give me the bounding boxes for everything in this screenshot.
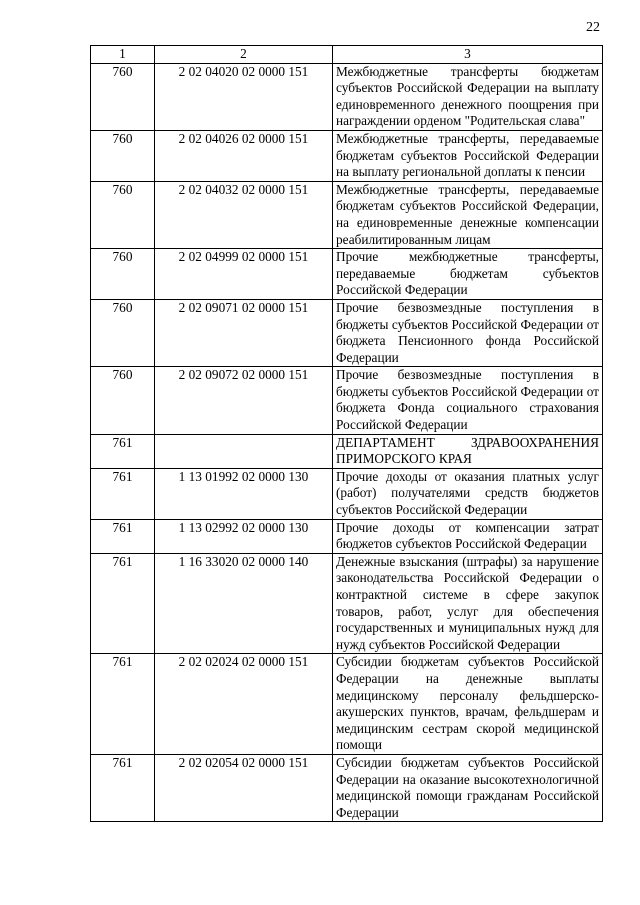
revenue-code-cell: 2 02 09072 02 0000 151: [155, 367, 333, 434]
revenue-code-cell: 2 02 04999 02 0000 151: [155, 249, 333, 300]
revenue-code-cell: 2 02 09071 02 0000 151: [155, 299, 333, 366]
revenue-code-cell: 2 02 04026 02 0000 151: [155, 130, 333, 181]
description-cell: Прочие доходы от компенсации затрат бюджетов субъектов Российской Федерации: [333, 519, 603, 553]
description-cell: Прочие межбюджетные трансферты, передаваемые бюджетам субъектов Российской Федерации: [333, 249, 603, 300]
table-row: [91, 130, 603, 181]
admin-code-cell: 760: [91, 249, 155, 300]
revenue-code-cell: 1 16 33020 02 0000 140: [155, 553, 333, 654]
table-row: [91, 654, 603, 755]
description-cell: Прочие безвозмездные поступления в бюджеты субъектов Российской Федерации от бюджета Фонда социального страхования Российской Федерации: [333, 367, 603, 434]
table-row: [91, 553, 603, 654]
description-cell: Субсидии бюджетам субъектов Российской Федерации на денежные выплаты медицинскому персоналу фельдшерско-акушерских пунктов, врачам, фельдшерам и медицинским сестрам скорой медицинской помощи: [333, 654, 603, 755]
admin-code-cell: 761: [91, 754, 155, 821]
header-col-2: 2: [155, 46, 333, 64]
description-cell: Денежные взыскания (штрафы) за нарушение законодательства Российской Федерации о контрактной системе в сфере закупок товаров, работ, услуг для обеспечения государственных и муниципальных нужд для нужд субъектов Российской Федерации: [333, 553, 603, 654]
table-row: [91, 63, 603, 130]
header-row: [91, 46, 603, 64]
table-row-section-heading: [91, 434, 603, 468]
admin-code-cell: 761: [91, 654, 155, 755]
description-cell: Субсидии бюджетам субъектов Российской Федерации на оказание высокотехнологичной медицинской помощи гражданам Российской Федерации: [333, 754, 603, 821]
admin-code-cell: 760: [91, 130, 155, 181]
admin-code-cell: 760: [91, 181, 155, 248]
header-col-3: 3: [333, 46, 603, 64]
table-row: [91, 299, 603, 366]
budget-codes-table: [90, 45, 603, 822]
header-col-1: 1: [91, 46, 155, 64]
table-row: [91, 754, 603, 821]
table-header: [91, 46, 603, 64]
description-cell: Прочие безвозмездные поступления в бюджеты субъектов Российской Федерации от бюджета Пенсионного фонда Российской Федерации: [333, 299, 603, 366]
description-cell: Прочие доходы от оказания платных услуг (работ) получателями средств бюджетов субъектов Российской Федерации: [333, 468, 603, 519]
revenue-code-cell: 1 13 01992 02 0000 130: [155, 468, 333, 519]
description-cell: Межбюджетные трансферты, передаваемые бюджетам субъектов Российской Федерации на выплату региональной доплаты к пенсии: [333, 130, 603, 181]
admin-code-cell: 761: [91, 468, 155, 519]
department-heading-cell: ДЕПАРТАМЕНТ ЗДРАВООХРАНЕНИЯ ПРИМОРСКОГО КРАЯ: [333, 434, 603, 468]
table-row: [91, 468, 603, 519]
admin-code-cell: 760: [91, 367, 155, 434]
revenue-code-cell: 2 02 04032 02 0000 151: [155, 181, 333, 248]
table-row: [91, 519, 603, 553]
table-row: [91, 181, 603, 248]
revenue-code-cell: 2 02 04020 02 0000 151: [155, 63, 333, 130]
admin-code-cell: 761: [91, 434, 155, 468]
revenue-code-cell: 2 02 02054 02 0000 151: [155, 754, 333, 821]
revenue-code-cell: 1 13 02992 02 0000 130: [155, 519, 333, 553]
description-cell: Межбюджетные трансферты бюджетам субъектов Российской Федерации на выплату единовременного денежного поощрения при награждении орденом "Родительская слава": [333, 63, 603, 130]
revenue-code-cell: 2 02 02024 02 0000 151: [155, 654, 333, 755]
admin-code-cell: 760: [91, 63, 155, 130]
revenue-code-cell: [155, 434, 333, 468]
table-body: [91, 63, 603, 822]
admin-code-cell: 761: [91, 553, 155, 654]
admin-code-cell: 761: [91, 519, 155, 553]
admin-code-cell: 760: [91, 299, 155, 366]
description-cell: Межбюджетные трансферты, передаваемые бюджетам субъектов Российской Федерации, на единовременные денежные компенсации реабилитированным лицам: [333, 181, 603, 248]
table-row: [91, 367, 603, 434]
table-row: [91, 249, 603, 300]
page-number: 22: [586, 20, 600, 35]
